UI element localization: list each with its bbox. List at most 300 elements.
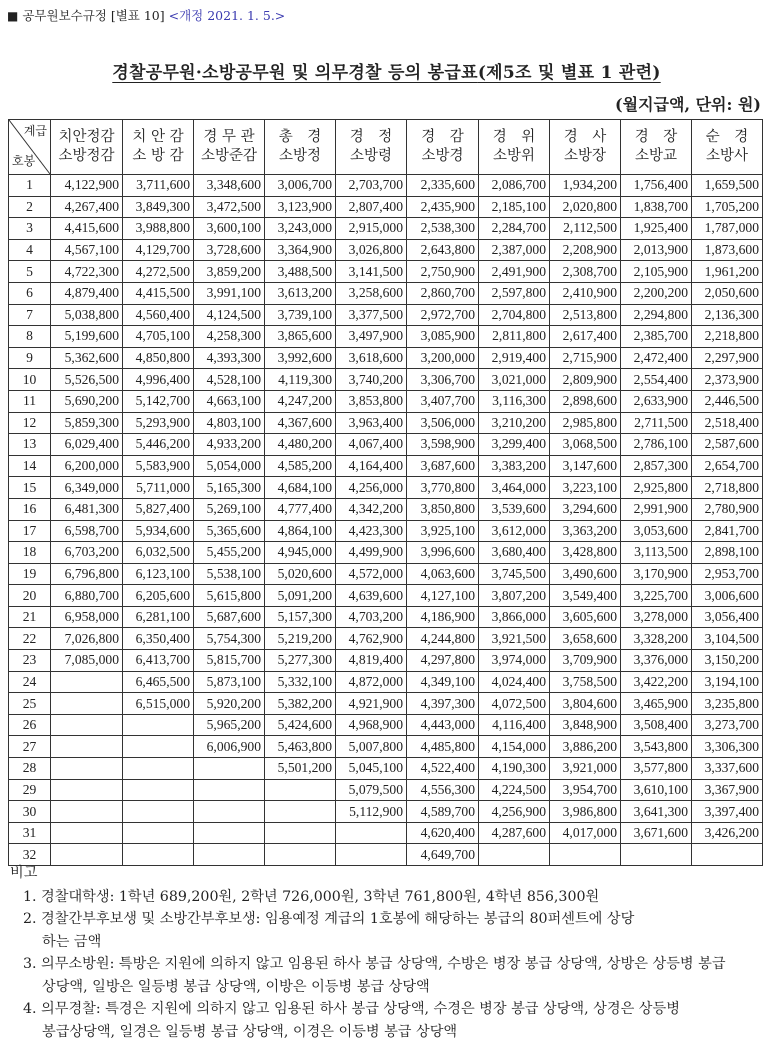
salary-cell: 2,809,900 [550, 369, 621, 391]
step-number-cell: 30 [9, 801, 51, 823]
salary-cell: 5,362,600 [51, 347, 123, 369]
salary-cell: 2,985,800 [550, 412, 621, 434]
step-number-cell: 18 [9, 542, 51, 564]
salary-cell: 1,934,200 [550, 175, 621, 197]
salary-cell: 2,518,400 [692, 412, 763, 434]
salary-cell: 2,218,800 [692, 326, 763, 348]
salary-cell: 4,393,300 [194, 347, 265, 369]
salary-cell: 4,556,300 [407, 779, 479, 801]
salary-cell: 1,659,500 [692, 175, 763, 197]
step-number-cell: 27 [9, 736, 51, 758]
salary-cell: 1,925,400 [621, 218, 692, 240]
salary-cell: 3,996,600 [407, 542, 479, 564]
salary-cell: 2,587,600 [692, 434, 763, 456]
salary-cell: 4,415,500 [123, 282, 194, 304]
salary-cell: 4,443,000 [407, 714, 479, 736]
salary-cell: 3,539,600 [479, 498, 550, 520]
salary-cell: 3,104,500 [692, 628, 763, 650]
salary-cell: 5,501,200 [265, 758, 336, 780]
table-row [9, 736, 763, 758]
salary-cell [194, 779, 265, 801]
salary-cell: 5,690,200 [51, 390, 123, 412]
step-number-cell: 16 [9, 498, 51, 520]
salary-cell: 1,961,200 [692, 261, 763, 283]
salary-cell: 4,164,400 [336, 455, 407, 477]
salary-cell [265, 801, 336, 823]
salary-cell: 5,455,200 [194, 542, 265, 564]
salary-cell: 4,945,000 [265, 542, 336, 564]
salary-cell: 3,740,200 [336, 369, 407, 391]
salary-cell: 2,308,700 [550, 261, 621, 283]
step-number-cell: 31 [9, 822, 51, 844]
police-rank-label: 경 무 관 [203, 129, 255, 145]
salary-cell: 3,865,600 [265, 326, 336, 348]
salary-cell: 5,859,300 [51, 412, 123, 434]
salary-cell: 4,921,900 [336, 693, 407, 715]
police-rank-label: 경 감 [421, 129, 464, 145]
salary-cell: 5,538,100 [194, 563, 265, 585]
salary-cell: 4,777,400 [265, 498, 336, 520]
salary-cell: 2,335,600 [407, 175, 479, 197]
salary-cell: 3,600,100 [194, 218, 265, 240]
table-row [9, 175, 763, 197]
fire-rank-label: 소방령 [349, 148, 393, 164]
salary-cell: 2,898,600 [550, 390, 621, 412]
salary-cell: 2,915,000 [336, 218, 407, 240]
salary-cell: 4,349,100 [407, 671, 479, 693]
note-item [10, 886, 765, 909]
salary-cell: 3,974,000 [479, 650, 550, 672]
salary-cell: 2,136,300 [692, 304, 763, 326]
salary-cell [123, 779, 194, 801]
salary-cell: 3,068,500 [550, 434, 621, 456]
salary-cell: 4,272,500 [123, 261, 194, 283]
salary-cell: 5,293,900 [123, 412, 194, 434]
salary-cell: 6,123,100 [123, 563, 194, 585]
table-row [9, 693, 763, 715]
salary-cell: 2,105,900 [621, 261, 692, 283]
salary-cell: 5,269,100 [194, 498, 265, 520]
step-number-cell: 6 [9, 282, 51, 304]
salary-cell: 2,643,800 [407, 239, 479, 261]
salary-cell: 3,866,000 [479, 606, 550, 628]
salary-cell: 3,848,900 [550, 714, 621, 736]
salary-cell: 5,965,200 [194, 714, 265, 736]
table-row [9, 390, 763, 412]
salary-cell: 3,194,100 [692, 671, 763, 693]
salary-cell: 6,200,000 [51, 455, 123, 477]
salary-cell: 3,739,100 [265, 304, 336, 326]
salary-cell: 4,244,800 [407, 628, 479, 650]
salary-cell: 2,857,300 [621, 455, 692, 477]
salary-cell [123, 714, 194, 736]
salary-cell: 5,711,000 [123, 477, 194, 499]
salary-cell: 3,367,900 [692, 779, 763, 801]
salary-cell: 4,722,300 [51, 261, 123, 283]
step-number-cell: 19 [9, 563, 51, 585]
salary-cell: 2,718,800 [692, 477, 763, 499]
step-number-cell: 28 [9, 758, 51, 780]
table-row [9, 498, 763, 520]
salary-cell: 5,615,800 [194, 585, 265, 607]
salary-cell: 2,410,900 [550, 282, 621, 304]
note-continuation: 상당액, 일방은 일등병 봉급 상당액, 이방은 이등병 봉급 상당액 [42, 978, 430, 995]
salary-cell: 4,122,900 [51, 175, 123, 197]
column-header [51, 120, 123, 175]
salary-cell: 3,745,500 [479, 563, 550, 585]
salary-cell: 2,654,700 [692, 455, 763, 477]
step-number-cell: 10 [9, 369, 51, 391]
salary-cell: 3,116,300 [479, 390, 550, 412]
salary-cell: 3,348,600 [194, 175, 265, 197]
salary-cell: 4,663,100 [194, 390, 265, 412]
salary-cell [265, 822, 336, 844]
column-header [194, 120, 265, 175]
salary-cell: 6,350,400 [123, 628, 194, 650]
salary-cell [123, 758, 194, 780]
table-row [9, 520, 763, 542]
salary-cell: 5,687,600 [194, 606, 265, 628]
salary-cell: 4,485,800 [407, 736, 479, 758]
salary-cell [123, 736, 194, 758]
salary-cell: 6,880,700 [51, 585, 123, 607]
salary-cell: 5,219,200 [265, 628, 336, 650]
salary-cell: 4,703,200 [336, 606, 407, 628]
salary-cell: 3,464,000 [479, 477, 550, 499]
salary-cell: 5,112,900 [336, 801, 407, 823]
salary-cell [265, 779, 336, 801]
salary-cell: 3,804,600 [550, 693, 621, 715]
salary-cell: 3,147,600 [550, 455, 621, 477]
salary-cell: 2,617,400 [550, 326, 621, 348]
salary-cell: 4,850,800 [123, 347, 194, 369]
salary-cell: 5,446,200 [123, 434, 194, 456]
table-row [9, 196, 763, 218]
salary-cell: 3,428,800 [550, 542, 621, 564]
step-number-cell: 29 [9, 779, 51, 801]
police-rank-label: 치안정감 [58, 129, 115, 145]
salary-cell: 2,919,400 [479, 347, 550, 369]
fire-rank-label: 소방정감 [58, 148, 115, 164]
notes-list [10, 886, 765, 1044]
table-row [9, 412, 763, 434]
note-text: 4. 의무경찰: 특경은 지원에 의하지 않고 임용된 하사 봉급 상당액, 수경은 병장 봉급 상당액, 상경은 상등병 [23, 1001, 680, 1017]
salary-cell: 5,054,000 [194, 455, 265, 477]
salary-cell: 5,827,400 [123, 498, 194, 520]
salary-cell [336, 822, 407, 844]
salary-cell: 3,687,600 [407, 455, 479, 477]
note-text: 3. 의무소방원: 특방은 지원에 의하지 않고 임용된 하사 봉급 상당액, 수방은 병장 봉급 상당액, 상방은 상등병 봉급 [23, 956, 726, 972]
salary-cell: 5,934,600 [123, 520, 194, 542]
salary-cell: 3,364,900 [265, 239, 336, 261]
salary-cell: 6,029,400 [51, 434, 123, 456]
salary-cell: 4,258,300 [194, 326, 265, 348]
fire-rank-label: 소방위 [492, 148, 536, 164]
step-number-cell: 7 [9, 304, 51, 326]
fire-rank-label: 소방경 [421, 148, 464, 164]
salary-cell: 4,639,600 [336, 585, 407, 607]
note-item [10, 953, 765, 998]
salary-cell: 4,116,400 [479, 714, 550, 736]
salary-cell: 6,481,300 [51, 498, 123, 520]
salary-cell: 4,864,100 [265, 520, 336, 542]
salary-cell: 3,853,800 [336, 390, 407, 412]
salary-cell: 3,465,900 [621, 693, 692, 715]
salary-cell: 3,711,600 [123, 175, 194, 197]
salary-cell: 6,465,500 [123, 671, 194, 693]
step-number-cell: 17 [9, 520, 51, 542]
table-row [9, 822, 763, 844]
salary-cell: 3,306,300 [692, 736, 763, 758]
salary-cell: 2,841,700 [692, 520, 763, 542]
step-number-cell: 21 [9, 606, 51, 628]
salary-cell: 3,807,200 [479, 585, 550, 607]
salary-cell: 2,112,500 [550, 218, 621, 240]
salary-cell: 5,920,200 [194, 693, 265, 715]
salary-cell: 4,127,100 [407, 585, 479, 607]
salary-cell: 5,424,600 [265, 714, 336, 736]
salary-cell [51, 779, 123, 801]
step-number-cell: 3 [9, 218, 51, 240]
step-number-cell: 11 [9, 390, 51, 412]
note-continuation: 봉급상당액, 일경은 일등병 봉급 상당액, 이경은 이등병 봉급 상당액 [42, 1023, 458, 1040]
salary-cell: 4,256,900 [479, 801, 550, 823]
table-row [9, 239, 763, 261]
salary-cell [51, 758, 123, 780]
table-row [9, 282, 763, 304]
salary-cell: 4,879,400 [51, 282, 123, 304]
table-row [9, 606, 763, 628]
salary-cell: 2,387,000 [479, 239, 550, 261]
salary-cell: 3,235,800 [692, 693, 763, 715]
table-row [9, 714, 763, 736]
salary-cell: 1,838,700 [621, 196, 692, 218]
police-rank-label: 총 경 [278, 129, 322, 145]
table-row [9, 218, 763, 240]
salary-cell: 1,873,600 [692, 239, 763, 261]
salary-cell: 4,423,300 [336, 520, 407, 542]
police-rank-label: 치 안 감 [132, 129, 184, 145]
salary-cell: 4,872,000 [336, 671, 407, 693]
salary-cell: 3,141,500 [336, 261, 407, 283]
step-number-cell: 1 [9, 175, 51, 197]
salary-cell: 3,490,600 [550, 563, 621, 585]
table-row [9, 477, 763, 499]
table-row [9, 326, 763, 348]
fire-rank-label: 소방준감 [200, 148, 258, 164]
salary-cell: 5,091,200 [265, 585, 336, 607]
salary-cell: 4,256,000 [336, 477, 407, 499]
salary-cell: 5,332,100 [265, 671, 336, 693]
salary-cell: 5,142,700 [123, 390, 194, 412]
salary-cell: 3,658,600 [550, 628, 621, 650]
salary-cell: 3,613,200 [265, 282, 336, 304]
salary-cell: 3,543,800 [621, 736, 692, 758]
salary-cell: 3,376,000 [621, 650, 692, 672]
step-number-cell: 13 [9, 434, 51, 456]
police-rank-label: 경 정 [349, 129, 393, 145]
salary-cell: 3,150,200 [692, 650, 763, 672]
salary-cell: 4,705,100 [123, 326, 194, 348]
title-reference: (제5조 및 별표 1 관련) [477, 63, 661, 83]
salary-cell: 5,526,500 [51, 369, 123, 391]
salary-cell: 2,208,900 [550, 239, 621, 261]
salary-cell: 3,605,600 [550, 606, 621, 628]
grade-label: 계급 [23, 124, 47, 138]
column-header [123, 120, 194, 175]
salary-cell: 4,367,600 [265, 412, 336, 434]
salary-cell: 6,006,900 [194, 736, 265, 758]
salary-cell: 5,583,900 [123, 455, 194, 477]
salary-cell: 3,113,500 [621, 542, 692, 564]
salary-cell: 3,921,500 [479, 628, 550, 650]
salary-cell: 5,873,100 [194, 671, 265, 693]
salary-cell: 2,811,800 [479, 326, 550, 348]
salary-cell: 3,422,200 [621, 671, 692, 693]
salary-cell: 3,850,800 [407, 498, 479, 520]
salary-cell: 3,988,800 [123, 218, 194, 240]
salary-cell: 4,067,400 [336, 434, 407, 456]
step-number-cell: 26 [9, 714, 51, 736]
salary-cell: 6,205,600 [123, 585, 194, 607]
title-main: 경찰공무원·소방공무원 및 의무경찰 등의 봉급표 [112, 63, 478, 83]
salary-cell: 4,124,500 [194, 304, 265, 326]
salary-cell: 5,815,700 [194, 650, 265, 672]
step-number-cell: 2 [9, 196, 51, 218]
step-label: 호봉 [12, 154, 36, 168]
salary-cell: 2,711,500 [621, 412, 692, 434]
salary-cell: 5,277,300 [265, 650, 336, 672]
salary-cell: 3,363,200 [550, 520, 621, 542]
salary-cell: 3,337,600 [692, 758, 763, 780]
salary-cell: 3,618,600 [336, 347, 407, 369]
salary-cell: 3,299,400 [479, 434, 550, 456]
salary-cell: 2,703,700 [336, 175, 407, 197]
grade-step-corner-cell [9, 120, 51, 175]
salary-cell: 3,992,600 [265, 347, 336, 369]
salary-cell: 2,284,700 [479, 218, 550, 240]
step-number-cell: 23 [9, 650, 51, 672]
salary-cell [51, 736, 123, 758]
salary-cell: 4,933,200 [194, 434, 265, 456]
table-row [9, 347, 763, 369]
salary-cell: 3,671,600 [621, 822, 692, 844]
salary-cell: 2,750,900 [407, 261, 479, 283]
salary-cell: 2,297,900 [692, 347, 763, 369]
salary-cell: 3,612,000 [479, 520, 550, 542]
salary-cell: 2,385,700 [621, 326, 692, 348]
salary-cell: 3,991,100 [194, 282, 265, 304]
salary-cell: 3,294,600 [550, 498, 621, 520]
police-rank-label: 순 경 [705, 129, 749, 145]
table-header-row [9, 120, 763, 175]
salary-cell: 3,026,800 [336, 239, 407, 261]
salary-cell [51, 822, 123, 844]
salary-cell: 4,499,900 [336, 542, 407, 564]
salary-cell: 2,200,200 [621, 282, 692, 304]
salary-cell: 2,446,500 [692, 390, 763, 412]
salary-cell: 4,560,400 [123, 304, 194, 326]
salary-cell: 3,006,700 [265, 175, 336, 197]
table-row [9, 628, 763, 650]
salary-cell [194, 822, 265, 844]
salary-cell: 3,508,400 [621, 714, 692, 736]
salary-cell: 5,199,600 [51, 326, 123, 348]
salary-cell: 2,538,300 [407, 218, 479, 240]
table-row [9, 671, 763, 693]
salary-cell: 2,435,900 [407, 196, 479, 218]
unit-label: (월지급액, 단위: 원) [615, 95, 761, 114]
salary-cell: 5,020,600 [265, 563, 336, 585]
salary-cell: 2,013,900 [621, 239, 692, 261]
table-row [9, 758, 763, 780]
notes-heading: 비고 [10, 865, 38, 881]
salary-cell: 5,045,100 [336, 758, 407, 780]
salary-cell: 2,373,900 [692, 369, 763, 391]
salary-cell: 3,770,800 [407, 477, 479, 499]
salary-cell: 3,407,700 [407, 390, 479, 412]
salary-cell [51, 714, 123, 736]
salary-cell: 2,898,100 [692, 542, 763, 564]
step-number-cell: 4 [9, 239, 51, 261]
police-rank-label: 경 사 [563, 129, 607, 145]
salary-cell: 3,925,100 [407, 520, 479, 542]
table-row [9, 369, 763, 391]
salary-cell: 5,007,800 [336, 736, 407, 758]
regulation-label: 공무원보수규정 [별표 10] [22, 8, 165, 23]
salary-cell: 4,342,200 [336, 498, 407, 520]
salary-cell: 3,472,500 [194, 196, 265, 218]
salary-cell: 2,780,900 [692, 498, 763, 520]
table-row [9, 563, 763, 585]
salary-cell: 3,006,600 [692, 585, 763, 607]
salary-cell: 3,021,000 [479, 369, 550, 391]
salary-cell: 3,223,100 [550, 477, 621, 499]
column-header [550, 120, 621, 175]
salary-cell: 5,365,600 [194, 520, 265, 542]
salary-cell: 3,278,000 [621, 606, 692, 628]
salary-cell: 3,758,500 [550, 671, 621, 693]
square-bullet-icon: ■ [7, 9, 19, 23]
step-number-cell: 5 [9, 261, 51, 283]
note-text: 2. 경찰간부후보생 및 소방간부후보생: 임용예정 계급의 1호봉에 해당하는 봉급의 80퍼센트에 상당 [23, 911, 635, 927]
salary-cell: 3,200,000 [407, 347, 479, 369]
column-header [265, 120, 336, 175]
salary-cell [123, 822, 194, 844]
table-row [9, 801, 763, 823]
salary-cell: 5,382,200 [265, 693, 336, 715]
salary-cell: 4,247,200 [265, 390, 336, 412]
salary-cell: 4,567,100 [51, 239, 123, 261]
salary-cell: 2,860,700 [407, 282, 479, 304]
salary-cell: 2,972,700 [407, 304, 479, 326]
salary-cell: 1,756,400 [621, 175, 692, 197]
salary-cell: 3,273,700 [692, 714, 763, 736]
salary-cell: 3,488,500 [265, 261, 336, 283]
salary-cell: 5,079,500 [336, 779, 407, 801]
salary-cell: 3,680,400 [479, 542, 550, 564]
note-item [10, 908, 765, 953]
salary-cell: 1,787,000 [692, 218, 763, 240]
step-number-cell: 15 [9, 477, 51, 499]
step-number-cell: 12 [9, 412, 51, 434]
notes-section [10, 862, 765, 1043]
salary-cell: 4,762,900 [336, 628, 407, 650]
salary-cell: 3,243,000 [265, 218, 336, 240]
salary-cell: 2,513,800 [550, 304, 621, 326]
table-row [9, 304, 763, 326]
salary-cell: 2,185,100 [479, 196, 550, 218]
